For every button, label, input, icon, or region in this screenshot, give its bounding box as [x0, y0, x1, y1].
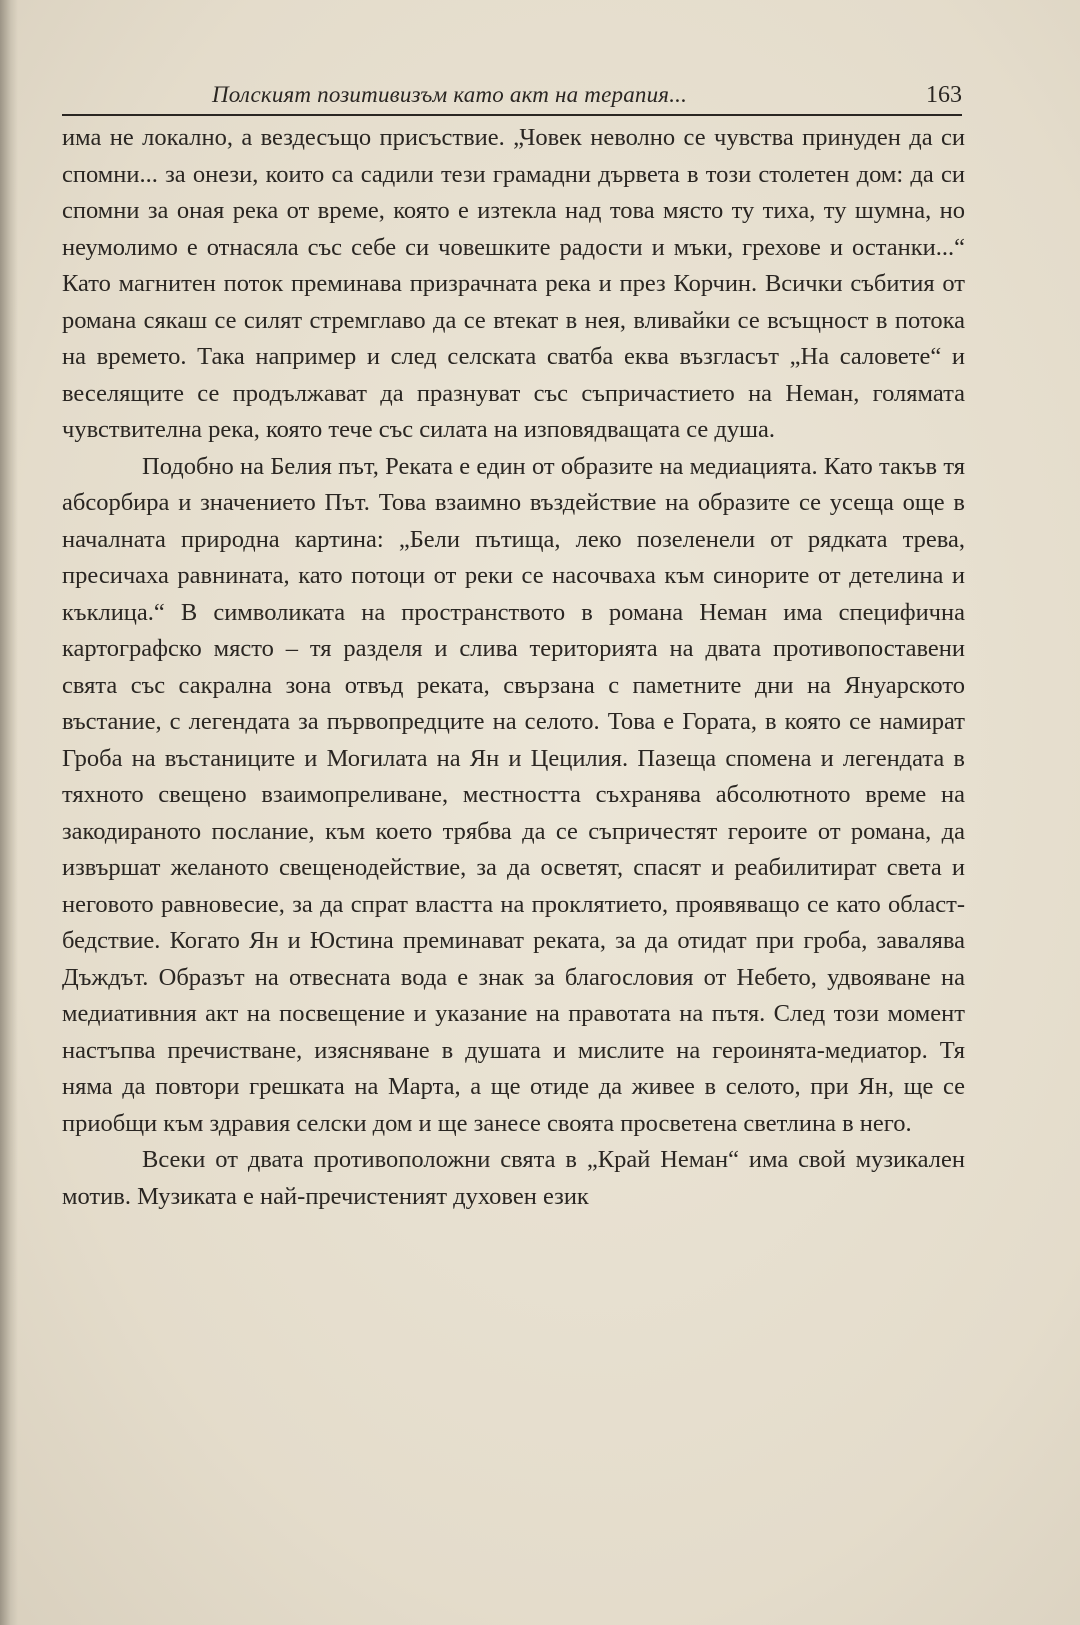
body-text	[62, 120, 965, 1215]
running-title: Полският позитивизъм като акт на терапия...	[212, 82, 688, 107]
paragraph-continued: има не локално, а вездесъщо присъствие. „Човек неволно се чувства принуден да си спомни... за онези, които са садили тези грамадни дървета в този столетен дом: да си спомни за оная река от време, която е изтекла над това място ту тиха, ту шумна, но неумолимо е отнасяла със себе си човешките радости и мъки, грехове и останки...“ Като магнитен поток преминава призрачната река и през Корчин. Всички събития от романа сякаш се силят стремглаво да се втекат в нея, вливайки се всъщност в потока на времето. Така например и след селската сватба еква възгласът „На саловете“ и веселящите се продължават да празнуват със съпричастието на Неман, голямата чувствителна река, която тече със силата на изповядващата се душа.	[62, 124, 965, 443]
spine-shadow	[0, 0, 18, 1625]
paragraph: Подобно на Белия път, Реката е един от образите на медиацията. Като такъв тя абсорбира и значението Път. Това взаимно въздействие на образите се усеща още в началната природна картина: „Бели пътища, леко позеленели от рядката трева, пресичаха равнината, като потоци от реки се насочваха към синорите от детелина и къклица.“ В символиката на пространството в романа Неман има специфична картографско място – тя разделя и слива територията на двата противопоставени свята със сакрална зона отвъд реката, свързана с паметните дни на Януарското въстание, с легендата за първопредците на селото. Това е Гората, в която се намират Гроба на въстаниците и Могилата на Ян и Цецилия. Пазеща спомена и легендата в тяхното свещено взаимопреливане, местността съхранява абсолютното време на закодираното послание, към което трябва да се съпричестят героите от романа, да извършат желаното свещенодействие, за да осветят, спасят и реабилитират света и неговото равновесие, за да спрат властта на проклятието, проявяващо се като област-бедствие. Когато Ян и Юстина преминават реката, за да отидат при гроба, завалява Дъждът. Образът на отвесната вода е знак за благословия от Небето, удвояване на медиативния акт на посвещение и указание на правотата на пътя. След този момент настъпва пречистване, изясняване в душата и мислите на героинята-медиатор. Тя няма да повтори грешката на Марта, а ще отиде да живее в селото, при Ян, ще се приобщи към здравия селски дом и ще занесе своята просветена светлина в него.	[62, 452, 965, 1137]
page-number: 163	[926, 82, 962, 108]
running-head	[62, 80, 962, 116]
paragraph: Всеки от двата противоположни свята в „Край Неман“ има свой музикален мотив. Музиката е най-пречистеният духовен език	[62, 1146, 965, 1210]
